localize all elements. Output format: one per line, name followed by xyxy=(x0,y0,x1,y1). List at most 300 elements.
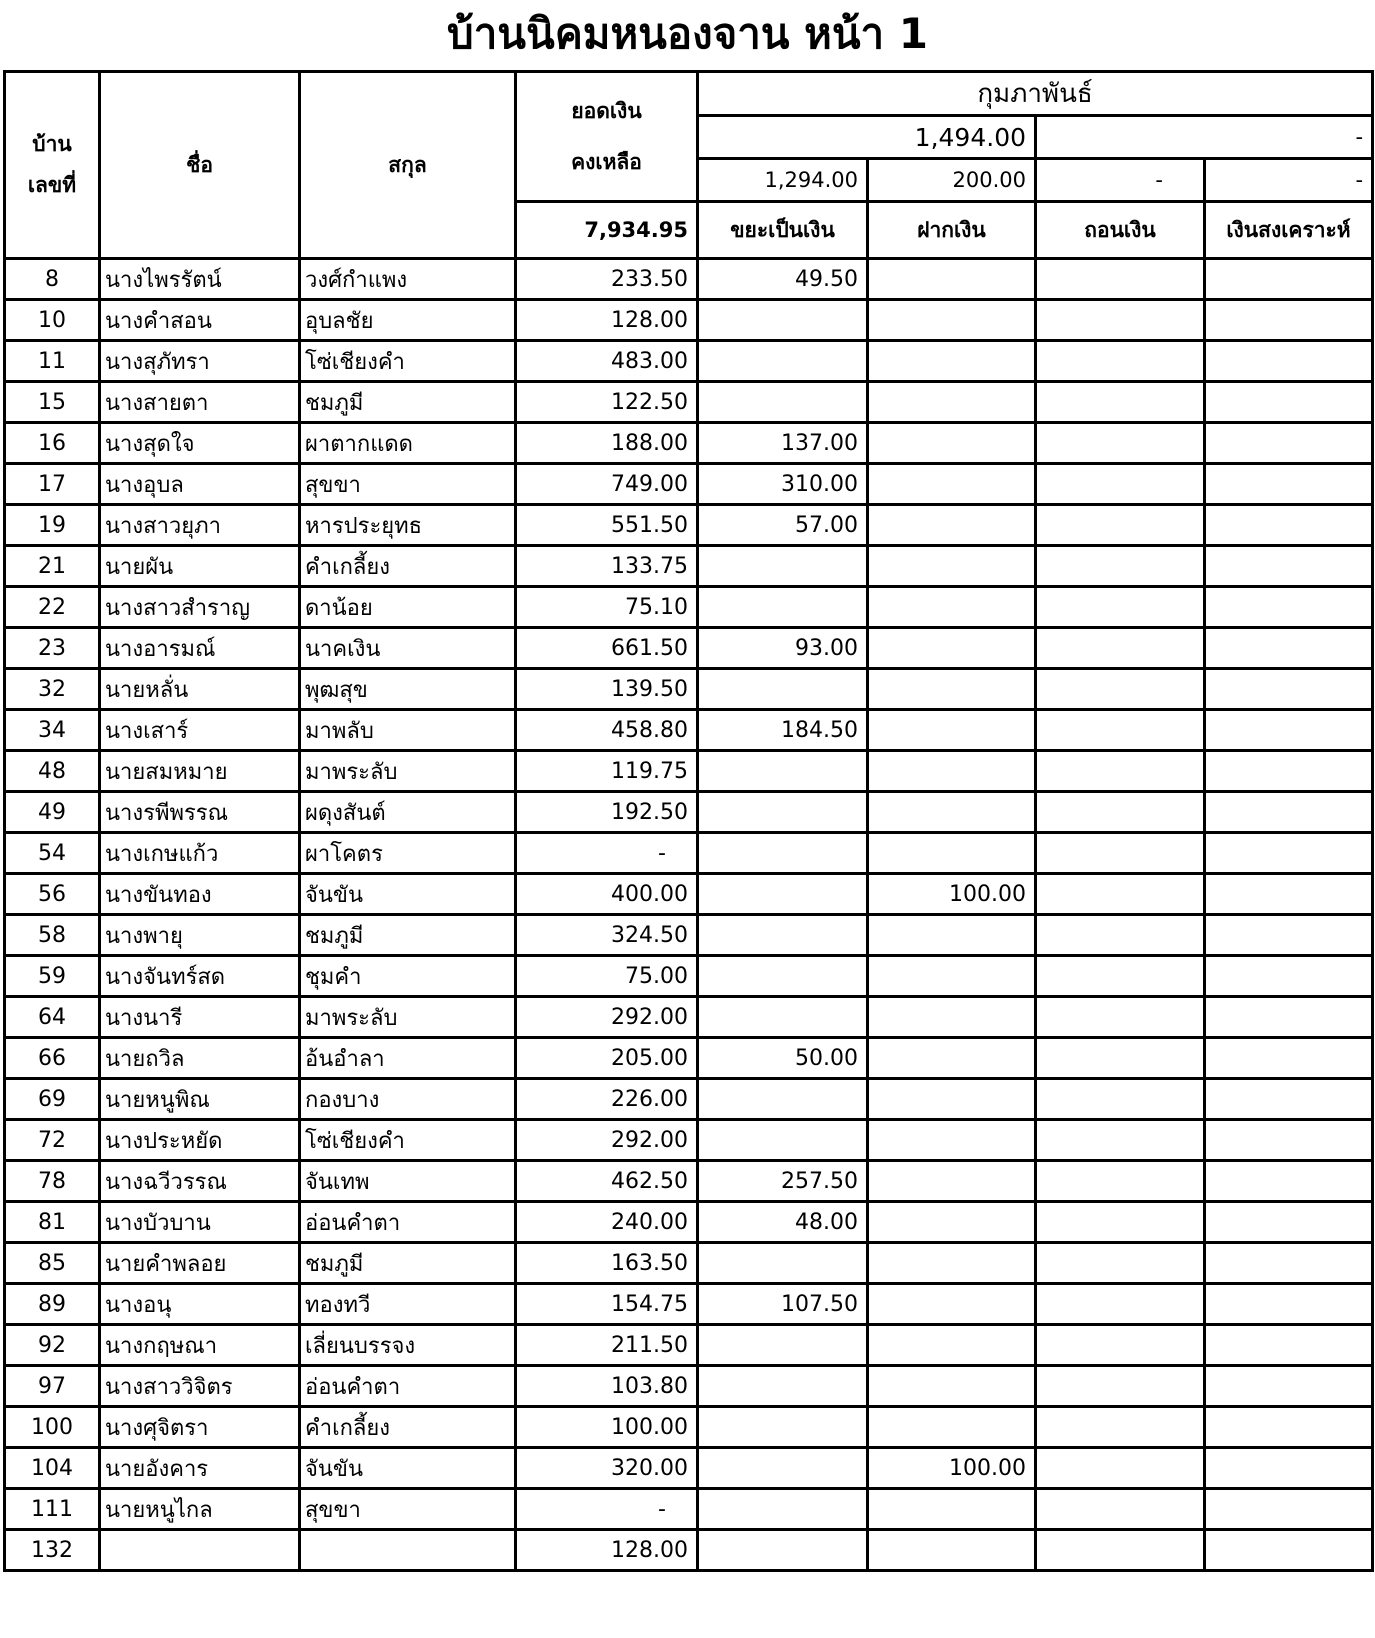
cell-deposit[interactable] xyxy=(868,1079,1036,1120)
cell-welfare[interactable] xyxy=(1205,1161,1373,1202)
cell-withdraw[interactable] xyxy=(1036,382,1205,423)
cell-waste[interactable] xyxy=(698,1489,868,1530)
cell-deposit[interactable] xyxy=(868,956,1036,997)
cell-first-name[interactable]: นางไพรรัตน์ xyxy=(100,259,300,300)
cell-deposit[interactable]: 100.00 xyxy=(868,1448,1036,1489)
cell-withdraw[interactable] xyxy=(1036,1325,1205,1366)
cell-last-name[interactable]: มาพระลับ xyxy=(300,997,516,1038)
cell-deposit[interactable] xyxy=(868,505,1036,546)
cell-last-name[interactable]: ชมภูมี xyxy=(300,1243,516,1284)
cell-last-name[interactable]: คำเกลี้ยง xyxy=(300,1407,516,1448)
cell-house-no[interactable]: 8 xyxy=(5,259,100,300)
cell-first-name[interactable]: นางสาวสำราญ xyxy=(100,587,300,628)
cell-house-no[interactable]: 15 xyxy=(5,382,100,423)
cell-deposit[interactable] xyxy=(868,1161,1036,1202)
cell-first-name[interactable]: นางสาววิจิตร xyxy=(100,1366,300,1407)
cell-waste[interactable] xyxy=(698,1530,868,1571)
cell-deposit[interactable] xyxy=(868,1407,1036,1448)
table-row xyxy=(5,751,1373,792)
cell-house-no[interactable]: 85 xyxy=(5,1243,100,1284)
cell-balance[interactable]: 661.50 xyxy=(516,628,698,669)
header-balance-line2: คงเหลือ xyxy=(571,149,642,174)
cell-balance[interactable]: 324.50 xyxy=(516,915,698,956)
cell-house-no[interactable]: 56 xyxy=(5,874,100,915)
header-label-deposit: ฝากเงิน xyxy=(868,202,1036,259)
cell-welfare[interactable] xyxy=(1205,300,1373,341)
cell-withdraw[interactable] xyxy=(1036,1448,1205,1489)
cell-last-name[interactable]: ผาโคตร xyxy=(300,833,516,874)
cell-deposit[interactable] xyxy=(868,1120,1036,1161)
cell-last-name[interactable]: โซ่เชียงคำ xyxy=(300,1120,516,1161)
cell-balance[interactable]: 192.50 xyxy=(516,792,698,833)
table-row xyxy=(5,1120,1373,1161)
cell-waste[interactable]: 107.50 xyxy=(698,1284,868,1325)
cell-welfare[interactable] xyxy=(1205,259,1373,300)
cell-deposit[interactable] xyxy=(868,1284,1036,1325)
cell-waste[interactable] xyxy=(698,1325,868,1366)
cell-first-name[interactable]: นางประหยัด xyxy=(100,1120,300,1161)
header-first-name: ชื่อ xyxy=(100,72,300,259)
cell-withdraw[interactable] xyxy=(1036,1284,1205,1325)
cell-first-name[interactable]: นางนารี xyxy=(100,997,300,1038)
cell-waste[interactable] xyxy=(698,833,868,874)
cell-waste[interactable] xyxy=(698,587,868,628)
cell-first-name[interactable]: นางอารมณ์ xyxy=(100,628,300,669)
cell-house-no[interactable]: 100 xyxy=(5,1407,100,1448)
cell-waste[interactable] xyxy=(698,1407,868,1448)
header-total-waste: 1,294.00 xyxy=(698,159,868,202)
table-row xyxy=(5,587,1373,628)
cell-withdraw[interactable] xyxy=(1036,341,1205,382)
cell-first-name[interactable]: นายหนูไกล xyxy=(100,1489,300,1530)
cell-first-name[interactable]: นายผัน xyxy=(100,546,300,587)
cell-waste[interactable] xyxy=(698,300,868,341)
cell-waste[interactable]: 57.00 xyxy=(698,505,868,546)
cell-house-no[interactable]: 66 xyxy=(5,1038,100,1079)
cell-first-name[interactable]: นางคำสอน xyxy=(100,300,300,341)
cell-balance[interactable]: 483.00 xyxy=(516,341,698,382)
cell-balance[interactable]: 139.50 xyxy=(516,669,698,710)
cell-welfare[interactable] xyxy=(1205,628,1373,669)
cell-deposit[interactable] xyxy=(868,1325,1036,1366)
cell-welfare[interactable] xyxy=(1205,915,1373,956)
cell-deposit[interactable]: 100.00 xyxy=(868,874,1036,915)
cell-last-name[interactable]: ชุมคำ xyxy=(300,956,516,997)
cell-last-name[interactable]: จันขัน xyxy=(300,1448,516,1489)
cell-waste[interactable]: 310.00 xyxy=(698,464,868,505)
cell-withdraw[interactable] xyxy=(1036,464,1205,505)
cell-balance[interactable]: 400.00 xyxy=(516,874,698,915)
cell-balance[interactable]: 188.00 xyxy=(516,423,698,464)
cell-withdraw[interactable] xyxy=(1036,874,1205,915)
cell-welfare[interactable] xyxy=(1205,669,1373,710)
cell-deposit[interactable] xyxy=(868,1530,1036,1571)
table-row xyxy=(5,1161,1373,1202)
cell-waste[interactable] xyxy=(698,792,868,833)
cell-waste[interactable] xyxy=(698,546,868,587)
cell-withdraw[interactable] xyxy=(1036,628,1205,669)
cell-deposit[interactable] xyxy=(868,833,1036,874)
cell-waste[interactable] xyxy=(698,1120,868,1161)
cell-deposit[interactable] xyxy=(868,669,1036,710)
cell-balance[interactable]: 119.75 xyxy=(516,751,698,792)
cell-last-name[interactable]: มาพระลับ xyxy=(300,751,516,792)
cell-deposit[interactable] xyxy=(868,751,1036,792)
cell-waste[interactable]: 184.50 xyxy=(698,710,868,751)
cell-deposit[interactable] xyxy=(868,1489,1036,1530)
cell-house-no[interactable]: 23 xyxy=(5,628,100,669)
cell-balance[interactable]: 226.00 xyxy=(516,1079,698,1120)
cell-deposit[interactable] xyxy=(868,1202,1036,1243)
table-row xyxy=(5,1448,1373,1489)
cell-welfare[interactable] xyxy=(1205,382,1373,423)
table-row xyxy=(5,300,1373,341)
table-row xyxy=(5,915,1373,956)
cell-waste[interactable] xyxy=(698,341,868,382)
cell-balance[interactable]: - xyxy=(516,833,698,874)
cell-house-no[interactable]: 16 xyxy=(5,423,100,464)
cell-welfare[interactable] xyxy=(1205,1202,1373,1243)
cell-balance[interactable]: 551.50 xyxy=(516,505,698,546)
cell-last-name[interactable]: กองบาง xyxy=(300,1079,516,1120)
cell-withdraw[interactable] xyxy=(1036,1530,1205,1571)
cell-balance[interactable]: 292.00 xyxy=(516,1120,698,1161)
cell-waste[interactable] xyxy=(698,1448,868,1489)
cell-waste[interactable]: 93.00 xyxy=(698,628,868,669)
cell-withdraw[interactable] xyxy=(1036,1243,1205,1284)
cell-withdraw[interactable] xyxy=(1036,915,1205,956)
header-label-waste: ขยะเป็นเงิน xyxy=(698,202,868,259)
table-row xyxy=(5,505,1373,546)
cell-first-name[interactable]: นางเกษแก้ว xyxy=(100,833,300,874)
cell-house-no[interactable]: 19 xyxy=(5,505,100,546)
cell-welfare[interactable] xyxy=(1205,505,1373,546)
cell-balance[interactable]: 128.00 xyxy=(516,1530,698,1571)
cell-last-name[interactable]: สุขขา xyxy=(300,1489,516,1530)
cell-welfare[interactable] xyxy=(1205,751,1373,792)
cell-first-name[interactable]: นายอังคาร xyxy=(100,1448,300,1489)
cell-balance[interactable]: 211.50 xyxy=(516,1325,698,1366)
cell-withdraw[interactable] xyxy=(1036,1161,1205,1202)
cell-withdraw[interactable] xyxy=(1036,1489,1205,1530)
cell-house-no[interactable]: 111 xyxy=(5,1489,100,1530)
cell-house-no[interactable]: 54 xyxy=(5,833,100,874)
table-row xyxy=(5,710,1373,751)
cell-waste[interactable]: 48.00 xyxy=(698,1202,868,1243)
cell-withdraw[interactable] xyxy=(1036,423,1205,464)
cell-welfare[interactable] xyxy=(1205,1325,1373,1366)
cell-withdraw[interactable] xyxy=(1036,259,1205,300)
cell-last-name[interactable]: นาคเงิน xyxy=(300,628,516,669)
table-row xyxy=(5,833,1373,874)
cell-deposit[interactable] xyxy=(868,710,1036,751)
cell-first-name[interactable]: นางฉวีวรรณ xyxy=(100,1161,300,1202)
cell-balance[interactable]: 154.75 xyxy=(516,1284,698,1325)
cell-balance[interactable]: 122.50 xyxy=(516,382,698,423)
cell-waste[interactable]: 49.50 xyxy=(698,259,868,300)
cell-first-name[interactable]: นางอุบล xyxy=(100,464,300,505)
cell-first-name[interactable]: นางขันทอง xyxy=(100,874,300,915)
cell-first-name[interactable]: นางศุจิตรา xyxy=(100,1407,300,1448)
cell-balance[interactable]: 458.80 xyxy=(516,710,698,751)
cell-last-name[interactable]: ชมภูมี xyxy=(300,915,516,956)
cell-welfare[interactable] xyxy=(1205,1038,1373,1079)
header-month: กุมภาพันธ์ xyxy=(698,72,1373,116)
table-row xyxy=(5,341,1373,382)
cell-welfare[interactable] xyxy=(1205,1448,1373,1489)
cell-first-name[interactable]: นางสายตา xyxy=(100,382,300,423)
cell-balance[interactable]: 103.80 xyxy=(516,1366,698,1407)
cell-deposit[interactable] xyxy=(868,300,1036,341)
cell-balance[interactable]: - xyxy=(516,1489,698,1530)
cell-last-name[interactable] xyxy=(300,1530,516,1571)
cell-last-name[interactable]: ผดุงสันต์ xyxy=(300,792,516,833)
cell-welfare[interactable] xyxy=(1205,710,1373,751)
cell-deposit[interactable] xyxy=(868,915,1036,956)
cell-withdraw[interactable] xyxy=(1036,1407,1205,1448)
table-row xyxy=(5,956,1373,997)
header-total-deposit: 200.00 xyxy=(868,159,1036,202)
cell-balance[interactable]: 205.00 xyxy=(516,1038,698,1079)
table-row xyxy=(5,792,1373,833)
cell-last-name[interactable]: อ่อนคำตา xyxy=(300,1202,516,1243)
cell-last-name[interactable]: พุฒสุข xyxy=(300,669,516,710)
cell-withdraw[interactable] xyxy=(1036,792,1205,833)
cell-waste[interactable] xyxy=(698,956,868,997)
cell-first-name[interactable]: นางกฤษณา xyxy=(100,1325,300,1366)
cell-balance[interactable]: 233.50 xyxy=(516,259,698,300)
cell-house-no[interactable]: 21 xyxy=(5,546,100,587)
cell-withdraw[interactable] xyxy=(1036,300,1205,341)
cell-welfare[interactable] xyxy=(1205,833,1373,874)
cell-withdraw[interactable] xyxy=(1036,710,1205,751)
cell-waste[interactable] xyxy=(698,1366,868,1407)
cell-house-no[interactable]: 10 xyxy=(5,300,100,341)
cell-welfare[interactable] xyxy=(1205,423,1373,464)
cell-withdraw[interactable] xyxy=(1036,1120,1205,1161)
table-row xyxy=(5,1243,1373,1284)
cell-withdraw[interactable] xyxy=(1036,1366,1205,1407)
cell-deposit[interactable] xyxy=(868,1038,1036,1079)
cell-first-name[interactable]: นางสุดใจ xyxy=(100,423,300,464)
cell-waste[interactable] xyxy=(698,382,868,423)
cell-deposit[interactable] xyxy=(868,1366,1036,1407)
cell-first-name[interactable]: นางอนุ xyxy=(100,1284,300,1325)
cell-last-name[interactable]: วงศ์กำแพง xyxy=(300,259,516,300)
table-row xyxy=(5,1489,1373,1530)
cell-house-no[interactable]: 48 xyxy=(5,751,100,792)
cell-first-name[interactable]: นายหลั่น xyxy=(100,669,300,710)
cell-last-name[interactable]: จันเทพ xyxy=(300,1161,516,1202)
header-balance-line1: ยอดเงิน xyxy=(571,98,642,123)
cell-withdraw[interactable] xyxy=(1036,751,1205,792)
cell-deposit[interactable] xyxy=(868,259,1036,300)
cell-last-name[interactable]: มาพลับ xyxy=(300,710,516,751)
cell-deposit[interactable] xyxy=(868,628,1036,669)
cell-house-no[interactable]: 89 xyxy=(5,1284,100,1325)
cell-welfare[interactable] xyxy=(1205,587,1373,628)
cell-withdraw[interactable] xyxy=(1036,956,1205,997)
cell-waste[interactable] xyxy=(698,915,868,956)
cell-withdraw[interactable] xyxy=(1036,546,1205,587)
cell-deposit[interactable] xyxy=(868,423,1036,464)
cell-withdraw[interactable] xyxy=(1036,1079,1205,1120)
cell-last-name[interactable]: อ้นอำลา xyxy=(300,1038,516,1079)
cell-house-no[interactable]: 64 xyxy=(5,997,100,1038)
cell-welfare[interactable] xyxy=(1205,1079,1373,1120)
cell-deposit[interactable] xyxy=(868,1243,1036,1284)
cell-withdraw[interactable] xyxy=(1036,1202,1205,1243)
cell-welfare[interactable] xyxy=(1205,1366,1373,1407)
cell-waste[interactable] xyxy=(698,1079,868,1120)
cell-house-no[interactable]: 11 xyxy=(5,341,100,382)
cell-balance[interactable]: 75.10 xyxy=(516,587,698,628)
cell-house-no[interactable]: 132 xyxy=(5,1530,100,1571)
cell-last-name[interactable]: เลี่ยนบรรจง xyxy=(300,1325,516,1366)
header-last-name: สกุล xyxy=(300,72,516,259)
cell-first-name[interactable]: นางสุภัทรา xyxy=(100,341,300,382)
cell-last-name[interactable]: หารประยุทธ xyxy=(300,505,516,546)
cell-last-name[interactable]: ทองทวี xyxy=(300,1284,516,1325)
header-balance-total: 7,934.95 xyxy=(516,202,698,259)
cell-balance[interactable]: 240.00 xyxy=(516,1202,698,1243)
cell-first-name[interactable]: นางพายุ xyxy=(100,915,300,956)
cell-withdraw[interactable] xyxy=(1036,669,1205,710)
table-row xyxy=(5,997,1373,1038)
table-row xyxy=(5,382,1373,423)
cell-last-name[interactable]: อุบลชัย xyxy=(300,300,516,341)
table-row xyxy=(5,259,1373,300)
cell-withdraw[interactable] xyxy=(1036,997,1205,1038)
cell-welfare[interactable] xyxy=(1205,956,1373,997)
cell-balance[interactable]: 749.00 xyxy=(516,464,698,505)
cell-first-name[interactable]: นายหนูพิณ xyxy=(100,1079,300,1120)
cell-welfare[interactable] xyxy=(1205,464,1373,505)
cell-welfare[interactable] xyxy=(1205,1407,1373,1448)
cell-house-no[interactable]: 34 xyxy=(5,710,100,751)
cell-last-name[interactable]: คำเกลี้ยง xyxy=(300,546,516,587)
cell-first-name[interactable]: นายถวิล xyxy=(100,1038,300,1079)
cell-last-name[interactable]: ผาตากแดด xyxy=(300,423,516,464)
cell-house-no[interactable]: 22 xyxy=(5,587,100,628)
cell-withdraw[interactable] xyxy=(1036,505,1205,546)
table-row xyxy=(5,423,1373,464)
cell-house-no[interactable]: 17 xyxy=(5,464,100,505)
cell-balance[interactable]: 320.00 xyxy=(516,1448,698,1489)
cell-last-name[interactable]: จันขัน xyxy=(300,874,516,915)
cell-balance[interactable]: 292.00 xyxy=(516,997,698,1038)
cell-waste[interactable] xyxy=(698,751,868,792)
cell-welfare[interactable] xyxy=(1205,997,1373,1038)
cell-house-no[interactable]: 97 xyxy=(5,1366,100,1407)
cell-house-no[interactable]: 104 xyxy=(5,1448,100,1489)
cell-last-name[interactable]: ชมภูมี xyxy=(300,382,516,423)
cell-last-name[interactable]: อ่อนคำตา xyxy=(300,1366,516,1407)
cell-waste[interactable] xyxy=(698,669,868,710)
cell-balance[interactable]: 75.00 xyxy=(516,956,698,997)
cell-house-no[interactable]: 78 xyxy=(5,1161,100,1202)
header-subtotal-in: 1,494.00 xyxy=(698,116,1036,159)
cell-balance[interactable]: 462.50 xyxy=(516,1161,698,1202)
cell-house-no[interactable]: 92 xyxy=(5,1325,100,1366)
cell-balance[interactable]: 163.50 xyxy=(516,1243,698,1284)
cell-welfare[interactable] xyxy=(1205,341,1373,382)
cell-withdraw[interactable] xyxy=(1036,833,1205,874)
cell-house-no[interactable]: 58 xyxy=(5,915,100,956)
cell-last-name[interactable]: สุขขา xyxy=(300,464,516,505)
cell-house-no[interactable]: 69 xyxy=(5,1079,100,1120)
cell-first-name[interactable]: นางเสาร์ xyxy=(100,710,300,751)
cell-first-name[interactable]: นางบัวบาน xyxy=(100,1202,300,1243)
cell-welfare[interactable] xyxy=(1205,546,1373,587)
cell-waste[interactable]: 50.00 xyxy=(698,1038,868,1079)
cell-first-name[interactable]: นายคำพลอย xyxy=(100,1243,300,1284)
cell-balance[interactable]: 128.00 xyxy=(516,300,698,341)
cell-last-name[interactable]: ดาน้อย xyxy=(300,587,516,628)
cell-withdraw[interactable] xyxy=(1036,1038,1205,1079)
cell-first-name[interactable] xyxy=(100,1530,300,1571)
cell-first-name[interactable]: นางสาวยุภา xyxy=(100,505,300,546)
cell-first-name[interactable]: นางรพีพรรณ xyxy=(100,792,300,833)
table-row xyxy=(5,628,1373,669)
cell-first-name[interactable]: นายสมหมาย xyxy=(100,751,300,792)
cell-waste[interactable] xyxy=(698,997,868,1038)
table-row xyxy=(5,1407,1373,1448)
cell-welfare[interactable] xyxy=(1205,1120,1373,1161)
cell-last-name[interactable]: โซ่เชียงคำ xyxy=(300,341,516,382)
cell-welfare[interactable] xyxy=(1205,792,1373,833)
header-house-no-line1: บ้าน xyxy=(32,132,72,156)
cell-welfare[interactable] xyxy=(1205,1284,1373,1325)
cell-house-no[interactable]: 81 xyxy=(5,1202,100,1243)
cell-deposit[interactable] xyxy=(868,997,1036,1038)
cell-house-no[interactable]: 72 xyxy=(5,1120,100,1161)
header-label-welfare: เงินสงเคราะห์ xyxy=(1205,202,1373,259)
cell-house-no[interactable]: 49 xyxy=(5,792,100,833)
cell-waste[interactable] xyxy=(698,1243,868,1284)
cell-deposit[interactable] xyxy=(868,792,1036,833)
cell-welfare[interactable] xyxy=(1205,874,1373,915)
header-subtotal-out: - xyxy=(1036,116,1373,159)
cell-house-no[interactable]: 32 xyxy=(5,669,100,710)
cell-deposit[interactable] xyxy=(868,382,1036,423)
header-row-month xyxy=(5,72,1373,116)
cell-welfare[interactable] xyxy=(1205,1530,1373,1571)
cell-first-name[interactable]: นางจันทร์สด xyxy=(100,956,300,997)
cell-deposit[interactable] xyxy=(868,464,1036,505)
header-house-no xyxy=(5,72,100,259)
cell-balance[interactable]: 133.75 xyxy=(516,546,698,587)
cell-balance[interactable]: 100.00 xyxy=(516,1407,698,1448)
table-row xyxy=(5,1325,1373,1366)
table-row xyxy=(5,874,1373,915)
cell-waste[interactable]: 257.50 xyxy=(698,1161,868,1202)
cell-welfare[interactable] xyxy=(1205,1243,1373,1284)
table-row xyxy=(5,1079,1373,1120)
cell-deposit[interactable] xyxy=(868,587,1036,628)
header-total-withdraw: - xyxy=(1036,159,1205,202)
cell-house-no[interactable]: 59 xyxy=(5,956,100,997)
table-row xyxy=(5,1530,1373,1571)
cell-deposit[interactable] xyxy=(868,546,1036,587)
cell-withdraw[interactable] xyxy=(1036,587,1205,628)
cell-deposit[interactable] xyxy=(868,341,1036,382)
cell-welfare[interactable] xyxy=(1205,1489,1373,1530)
cell-waste[interactable] xyxy=(698,874,868,915)
cell-waste[interactable]: 137.00 xyxy=(698,423,868,464)
page-title: บ้านนิคมหนองจาน หน้า 1 xyxy=(447,9,928,58)
header-label-withdraw: ถอนเงิน xyxy=(1036,202,1205,259)
